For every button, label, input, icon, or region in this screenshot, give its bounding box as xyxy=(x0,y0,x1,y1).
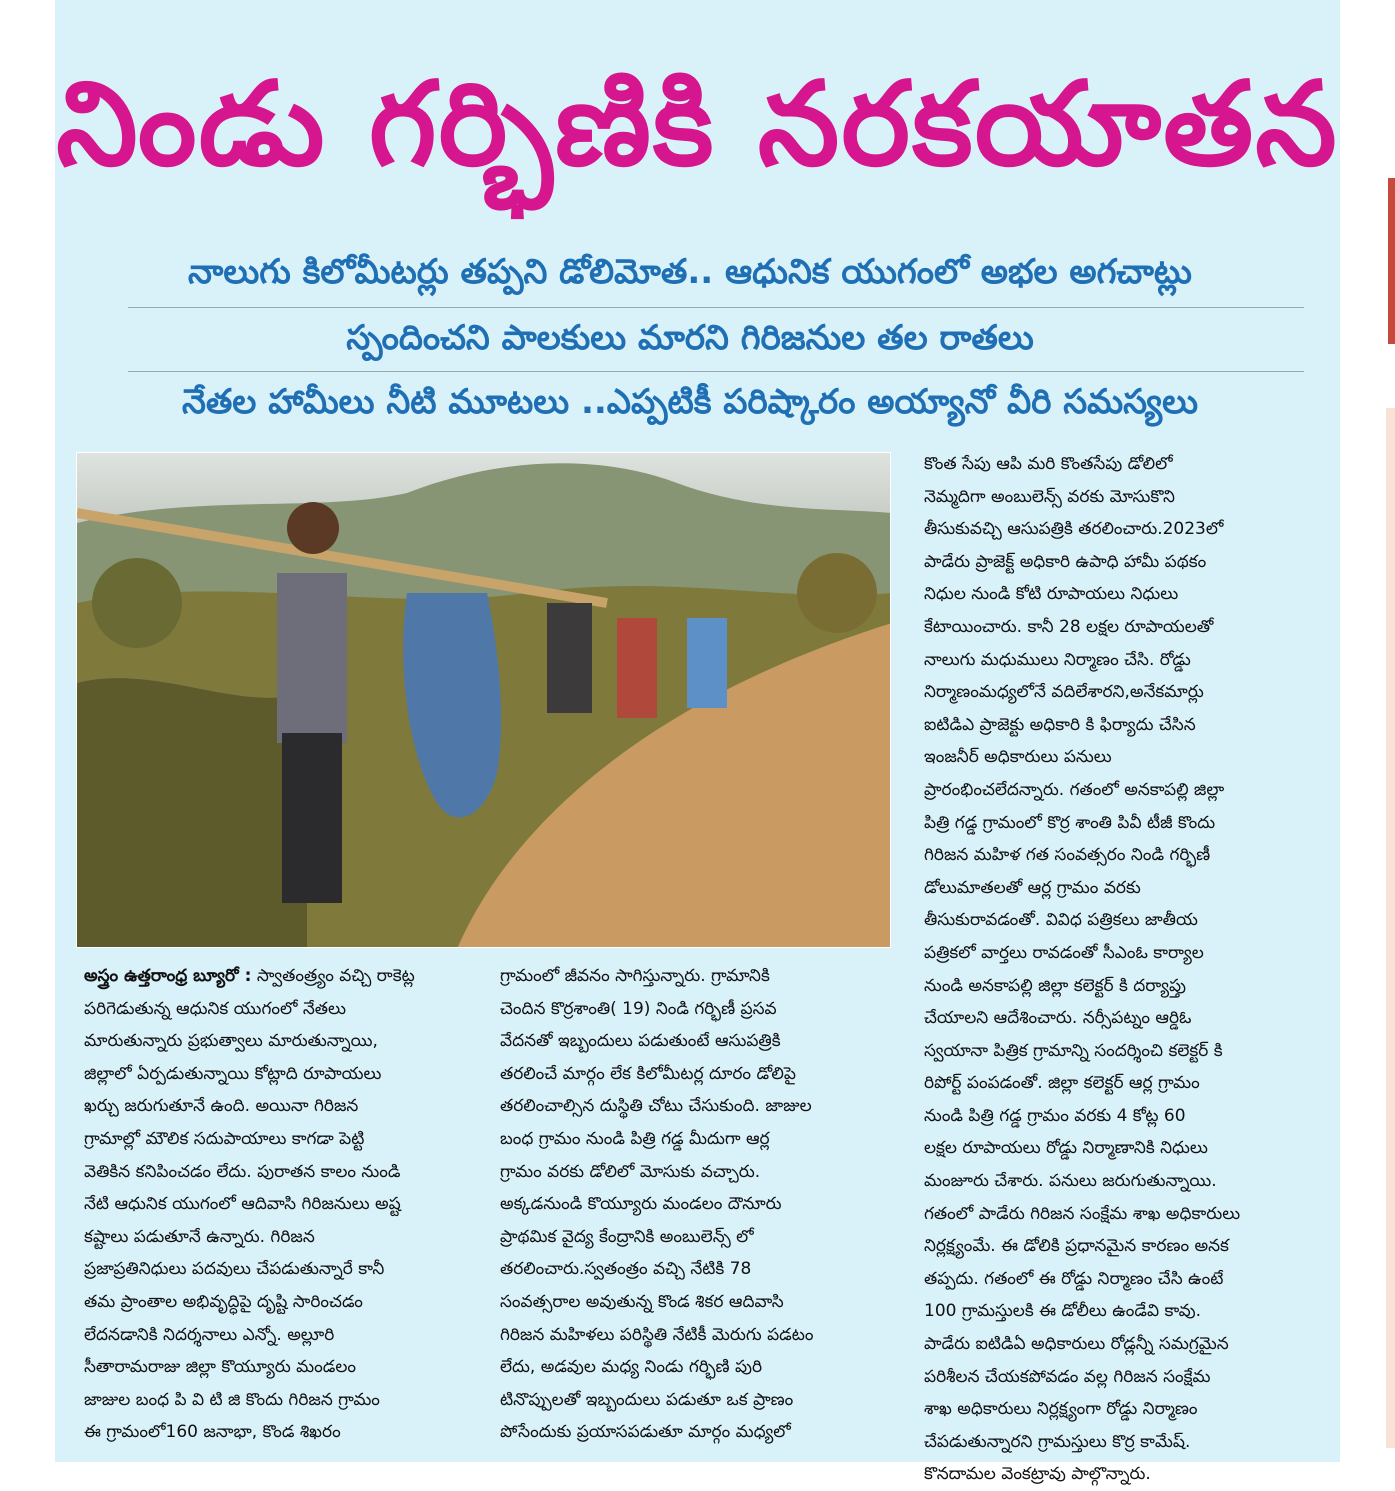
text-line: గతంలో పాడేరు గిరిజన సంక్షేమ శాఖ అధికారులు xyxy=(924,1203,1241,1224)
subhead-2: స్పందించని పాలకులు మారని గిరిజనుల తల రాతలు xyxy=(346,318,1034,358)
text-line: నిర్మాణంమధ్యలోనే వదిలేశారని,అనేకమార్లు xyxy=(924,682,1204,703)
text-line: చేపడుతున్నారని గ్రామస్తులు కొర్ర కామేష్. xyxy=(924,1431,1191,1452)
text-line: నుండి అనకాపల్లి జిల్లా కలెక్టర్ కి దర్యాప్తు xyxy=(924,975,1186,996)
text-line: స్వాతంత్ర్యం వచ్చి రాకెట్ల xyxy=(256,966,415,986)
text-line: 100 గ్రామస్తులకి ఈ డోలీలు ఉండేవి కావు. xyxy=(924,1301,1202,1322)
news-photo-doli-carry xyxy=(76,452,891,948)
text-line: వేదనతో ఇబ్బందులు పడుతుంటే ఆసుపత్రికి xyxy=(500,1031,781,1052)
text-line: జాజుల బంధ పి వి టి జి కొందు గిరిజన గ్రామం xyxy=(84,1389,380,1410)
text-line: పోసేందుకు ప్రయాసపడుతూ మార్గం మధ్యలో xyxy=(500,1422,791,1443)
text-line: గ్రామంలో జీవనం సాగిస్తున్నారు. గ్రామానికి xyxy=(500,966,770,986)
text-line: ప్రారంభించలేదన్నారు. గతంలో అనకాపల్లి జిల్లా xyxy=(924,779,1225,800)
text-line: పరిశీలన చేయకపోవడం వల్ల గిరిజన సంక్షేమ xyxy=(924,1366,1211,1387)
text-line: నేటి ఆధునిక యుగంలో ఆదివాసి గిరిజనులు అష్ట xyxy=(84,1194,401,1215)
text-line: శాఖ అధికారులు నిర్లక్ష్యంగా రోడ్డు నిర్మాణం xyxy=(924,1399,1198,1420)
subhead-divider xyxy=(128,371,1304,372)
article-column-3 xyxy=(924,448,1324,1491)
article-column-1 xyxy=(84,960,484,1449)
text-line: ఈ గ్రామంలో160 జనాభా, కొండ శిఖరం xyxy=(84,1422,341,1443)
text-line: ఐటిడిఎ ప్రాజెక్టు అధికారి కి ఫిర్యాదు చేసిన xyxy=(924,714,1196,735)
subhead-3: నేతల హామీలు నీటి మూటలు ..ఎప్పటికీ పరిష్కారం అయ్యానో వీరి సమస్యలు xyxy=(181,382,1199,422)
text-line: పరిగెడుతున్న ఆధునిక యుగంలో నేతలు xyxy=(84,998,346,1019)
text-line: గిరిజన మహిళలు పరిస్థితి నేటికీ మెరుగు పడటం xyxy=(500,1324,814,1345)
text-line: అక్కడనుండి కొయ్యూరు మండలం దౌనూరు xyxy=(500,1194,782,1215)
text-line: తరలించాల్సిన దుస్థితి చోటు చేసుకుంది. జాజుల xyxy=(500,1096,812,1117)
text-line: పాడేరు ప్రాజెక్ట్ అధికారి ఉపాధి హామీ పథకం xyxy=(924,551,1207,572)
text-line: తరలించారు.స్వతంత్రం వచ్చి నేటికి 78 xyxy=(500,1259,752,1280)
text-line: లక్షల రూపాయలు రోడ్డు నిర్మాణానికి నిధులు xyxy=(924,1138,1208,1159)
text-line: తమ ప్రాంతాల అభివృద్ధిపై దృష్టి సారించడం xyxy=(84,1291,363,1312)
text-line: కష్టాలు పడుతూనే ఉన్నారు. గిరిజన xyxy=(84,1226,315,1247)
text-line: పిత్రి గడ్డ గ్రామంలో కొర్ర శాంతి పివీ టీజీ కొందు xyxy=(924,812,1216,833)
text-line: లేదనడానికి నిదర్శనాలు ఎన్నో. అల్లూరి xyxy=(84,1324,335,1345)
text-line: పత్రికలో వార్తలు రావడంతో సీఎంఓ కార్యాల xyxy=(924,942,1204,963)
text-line: జిల్లాలో ఏర్పడుతున్నాయి కోట్లాది రూపాయలు xyxy=(84,1063,382,1084)
text-line: తీసుకువచ్చి ఆసుపత్రికి తరలించారు.2023లో xyxy=(924,519,1224,540)
headline: నిండు గర్భిణికి నరకయాతన xyxy=(56,57,1339,192)
text-line: నిర్లక్ష్యంమే. ఈ డోలికి ప్రధానమైన కారణం అనక xyxy=(924,1236,1229,1257)
text-line: నాలుగు మధుములు నిర్మాణం చేసి. రోడ్డు xyxy=(924,649,1191,670)
text-line: డోలుమాతలతో ఆర్ల గ్రామం వరకు xyxy=(924,877,1141,898)
text-line: నిధుల నుండి కోటి రూపాయలు నిధులు xyxy=(924,584,1179,605)
text-line: టినొప్పులతో ఇబ్బందులు పడుతూ ఒక ప్రాణం xyxy=(500,1389,794,1410)
text-line: రిపోర్ట్ పంపడంతో. జిల్లా కలెక్టర్ ఆర్ల గ్రామం xyxy=(924,1073,1200,1094)
text-line: చెందిన కొర్రశాంతి( 19) నిండి గర్భిణీ ప్రసవ xyxy=(500,998,777,1019)
text-line: బంధ గ్రామం నుండి పిత్రి గడ్డ మీదుగా ఆర్ల xyxy=(500,1128,770,1149)
adjacent-page-edge xyxy=(1388,178,1395,344)
text-line: సీతారామరాజు జిల్లా కొయ్యూరు మండలం xyxy=(84,1357,357,1378)
text-line: గ్రామాల్లో మౌలిక సదుపాయాలు కాగడా పెట్టి xyxy=(84,1128,365,1149)
text-line: ఖర్చు జరుగుతూనే ఉంది. అయినా గిరిజన xyxy=(84,1096,359,1117)
subhead-1: నాలుగు కిలోమీటర్లు తప్పని డోలిమోత.. ఆధునిక యుగంలో అభల అగచాట్లు xyxy=(188,252,1192,292)
text-line: ప్రాథమిక వైద్య కేంద్రానికి అంబులెన్స్ లో xyxy=(500,1226,754,1247)
text-line: సంవత్సరాల అవుతున్న కొండ శికర ఆదివాసి xyxy=(500,1291,784,1312)
article-column-2 xyxy=(500,960,900,1449)
text-line: ప్రజాప్రతినిధులు పదవులు చేపడుతున్నారే కానీ xyxy=(84,1259,385,1280)
text-line: కొనదామల వెంకట్రావు పాల్గొన్నారు. xyxy=(924,1464,1151,1485)
byline: అస్త్రం ఉత్తరాంధ్ర బ్యూరో : xyxy=(84,966,252,986)
text-line: తరలించే మార్గం లేక కిలోమీటర్ల దూరం డోలిపై xyxy=(500,1063,796,1084)
text-line: తీసుకురావడంతో. వివిధ పత్రికలు జాతీయ xyxy=(924,910,1198,931)
text-line: లేదు, అడవుల మధ్య నిండు గర్భిణి పురి xyxy=(500,1357,763,1378)
text-line: ఇంజనీర్ అధికారులు పనులు xyxy=(924,747,1112,768)
text-line: మంజూరు చేశారు. పనులు జరుగుతున్నాయి. xyxy=(924,1171,1217,1192)
text-line: గ్రామం వరకు డోలిలో మోసుకు వచ్చారు. xyxy=(500,1161,761,1182)
text-line: నెమ్మదిగా అంబులెన్స్ వరకు మోసుకొని xyxy=(924,486,1175,507)
text-line: తప్పదు. గతంలో ఈ రోడ్డు నిర్మాణం చేసి ఉంటే xyxy=(924,1268,1224,1289)
adjacent-page-strip xyxy=(1386,408,1395,1448)
text-line: చేయాలని ఆదేశించారు. నర్సీపట్నం ఆర్డిఓ xyxy=(924,1008,1192,1029)
subhead-divider xyxy=(128,307,1304,308)
text-line: నుండి పిత్రి గడ్డ గ్రామం వరకు 4 కోట్ల 60 xyxy=(924,1105,1186,1126)
text-line: స్వయానా పిత్రిక గ్రామాన్ని సందర్శించి కలెక్టర్ కి xyxy=(924,1040,1223,1061)
text-line: కొంత సేపు ఆపి మరి కొంతసేపు డోలిలో xyxy=(924,454,1173,474)
text-line: వెతికిన కనిపించడం లేదు. పురాతన కాలం నుండి xyxy=(84,1161,401,1182)
text-line: మారుతున్నారు ప్రభుత్వాలు మారుతున్నాయి, xyxy=(84,1031,378,1052)
text-line: గిరిజన మహిళ గత సంవత్సరం నిండి గర్భిణీ xyxy=(924,845,1211,866)
text-line: పాడేరు ఐటిడిఏ అధికారులు రోడ్లన్నీ సమగ్రమైన xyxy=(924,1334,1229,1355)
text-line: కేటాయించారు. కానీ 28 లక్షల రూపాయలతో xyxy=(924,616,1214,637)
